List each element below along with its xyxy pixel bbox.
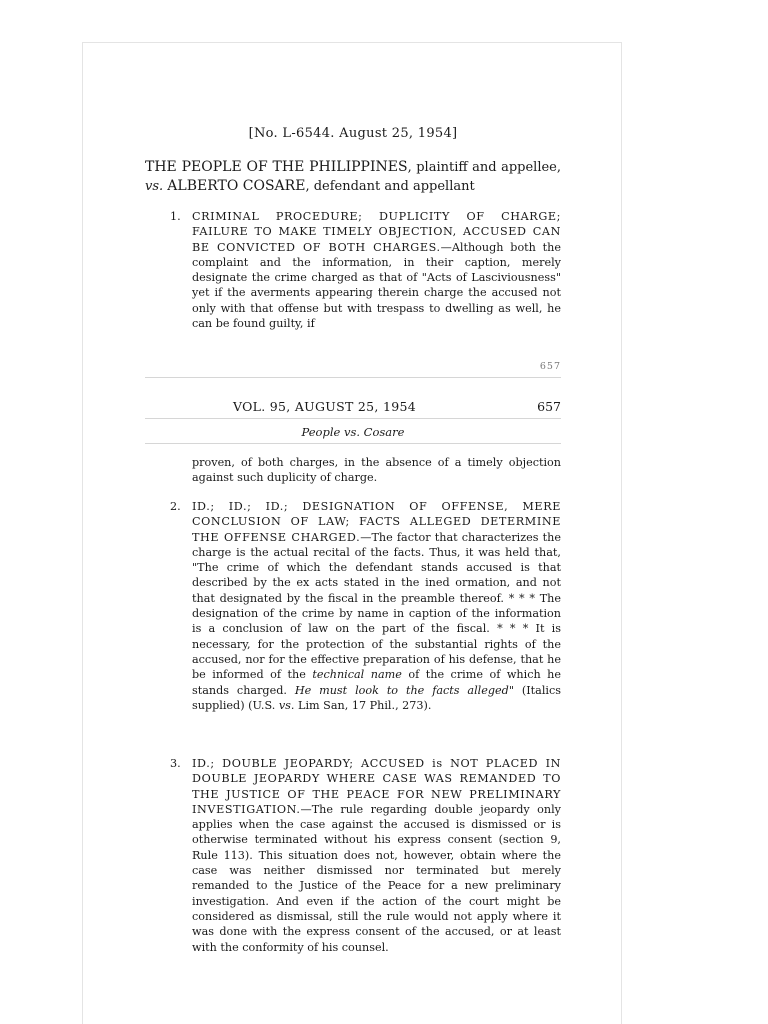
syllabus-text: Lim San, 17 Phil., 273). — [294, 698, 432, 712]
syllabus-italic: technical name — [312, 668, 402, 682]
syllabus-italic: He must look to the facts alleged — [294, 683, 509, 697]
running-head-volume: VOL. 95, AUGUST 25, 1954 — [233, 399, 416, 414]
syllabus-body — [192, 499, 561, 713]
syllabus-body — [192, 209, 561, 331]
syllabus-heading: ID.; DOUBLE JEOPARDY; ACCUSED is NOT PLACED IN DOUBLE JEOPARDY WHERE CASE WAS REMANDED TO THE JUSTICE OF THE PEACE FOR NEW PRELIMINARY INVESTIGATION. — [192, 757, 561, 816]
syllabus-text: —The rule regarding double jeopardy only applies when the case against the accused is dismissed or is otherwise terminated without his express consent (section 9, Rule 113). This situation does not, however, obtain where the case was neither dismissed nor terminated but merely remanded to the Justice of the Peace for a new preliminary investigation. And even if the action of the court might be considered as dismissal, still the rule would not apply where it was done with the express consent of the accused, or at least with the conformity of his counsel. — [192, 802, 561, 954]
running-head-rule — [145, 418, 561, 419]
plaintiff-name: THE PEOPLE OF THE PHILIPPINES — [145, 159, 408, 175]
running-head-rule — [145, 443, 561, 444]
syllabus-text: " (Italics supplied) (U.S. — [192, 683, 561, 712]
syllabus-body — [192, 756, 561, 955]
case-number: [No. L-6544. August 25, 1954] — [248, 126, 458, 141]
page-break-divider — [145, 377, 561, 378]
versus: vs. — [145, 179, 164, 194]
syllabus-number: 3. — [170, 757, 181, 770]
running-head-page: 657 — [537, 399, 561, 414]
syllabus-heading: ID.; ID.; ID.; DESIGNATION OF OFFENSE, MERE CONCLUSION OF LAW; FACTS ALLEGED DETERMINE THE OFFENSE CHARGED. — [192, 500, 561, 544]
syllabus-item-2 — [170, 499, 561, 713]
syllabus-text: —Although both the complaint and the information, in their caption, merely designate the crime charged as that of "Acts of Lasciviousness" yet if the averments appearing therein charge the accused not only with that offense but with trespass to dwelling as well, he can be found guilty, if — [192, 240, 561, 331]
plaintiff-role: , plaintiff and appellee, — [407, 160, 562, 175]
syllabus-continuation: proven, of both charges, in the absence of a timely objection against such duplicity of charge. — [192, 456, 561, 485]
syllabus-heading: CRIMINAL PROCEDURE; DUPLICITY OF CHARGE; FAILURE TO MAKE TIMELY OBJECTION, ACCUSED CAN BE CONVICTED OF BOTH CHARGES. — [192, 210, 561, 254]
syllabus-item-3 — [170, 756, 561, 955]
syllabus-text: —The factor that characterizes the charge is the actual recital of the facts. Thus, it was held that, "The crime of which the defendant stands accused is that described by the ex acts stated in the ined ormation, and not that designated by the fiscal in the preamble thereof. * * * The designation of the crime by name in caption of the information is a conclusion of law on the part of the fiscal. * * * It is necessary, for the protection of the substantial rights of the accused, nor for the effective preparation of his defense, that he be informed of the — [192, 530, 561, 682]
case-parties — [145, 158, 561, 196]
syllabus-italic: vs. — [278, 698, 295, 712]
defendant-role: , defendant and appellant — [305, 179, 475, 194]
syllabus-number: 1. — [170, 210, 181, 223]
footer-page-number: 657 — [539, 361, 561, 372]
syllabus-text: of the crime of which he stands charged. — [192, 668, 562, 697]
syllabus-item-1 — [170, 209, 561, 331]
running-head-title: People vs. Cosare — [301, 425, 405, 439]
defendant-name: ALBERTO COSARE — [167, 178, 306, 194]
syllabus-number: 2. — [170, 500, 181, 513]
